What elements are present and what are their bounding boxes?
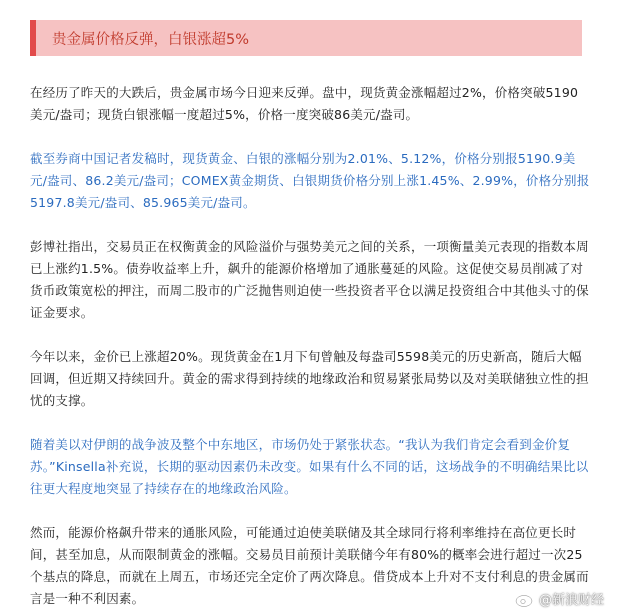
paragraph-bloomberg: 彭博社指出，交易员正在权衡黄金的风险溢价与强势美元之间的关系，一项衡量美元表现的指数本周已上涨约1.5%。债券收益率上升，飙升的能源价格增加了通胀蔓延的风险。这促使交易员削减了对货币政策宽松的押注，而周二股市的广泛抛售则迫使一些投资者平仓以满足投资组合中其他头寸的保证金要求。 xyxy=(30,239,589,320)
source-watermark xyxy=(515,589,604,608)
article xyxy=(30,20,590,610)
watermark-text: @新浪财经 xyxy=(538,593,604,608)
paragraph-market-data: 截至券商中国记者发稿时，现货黄金、白银的涨幅分别为2.01%、5.12%，价格分别报5190.9美元/盎司、86.2美元/盎司；COMEX黄金期货、白银期货价格分别上涨1.45%、2.99%，价格分别报5197.8美元/盎司、85.965美元/盎司。 xyxy=(30,151,590,210)
paragraph-inflation-risk: 然而，能源价格飙升带来的通胀风险，可能通过迫使美联储及其全球同行将利率维持在高位更长时间，甚至加息，从而限制黄金的涨幅。交易员目前预计美联储今年有80%的概率会进行超过一次25个基点的降息，而就在上周五，市场还完全定价了两次降息。借贷成本上升对不支付利息的贵金属而言是一种不利因素。 xyxy=(30,525,589,606)
paragraph-ytd: 今年以来，金价已上涨超20%。现货黄金在1月下旬曾触及每盎司5598美元的历史新高，随后大幅回调，但近期又持续回升。黄金的需求得到持续的地缘政治和贸易紧张局势以及对美联储独立性的担忧的支撑。 xyxy=(30,349,589,408)
headline-banner xyxy=(30,20,582,56)
headline-text: 贵金属价格反弹，白银涨超5% xyxy=(52,31,250,48)
paragraph-intro: 在经历了昨天的大跌后，贵金属市场今日迎来反弹。盘中，现货黄金涨幅超过2%，价格突破5190美元/盎司；现货白银涨幅一度超过5%，价格一度突破86美元/盎司。 xyxy=(30,85,579,122)
weibo-logo-icon xyxy=(515,591,535,607)
paragraph-geopolitics: 随着美以对伊朗的战争波及整个中东地区，市场仍处于紧张状态。“我认为我们肯定会看到金价复苏。”Kinsella补充说，长期的驱动因素仍未改变。如果有什么不同的话，这场战争的不明确结果比以往更大程度地突显了持续存在的地缘政治风险。 xyxy=(30,437,589,496)
